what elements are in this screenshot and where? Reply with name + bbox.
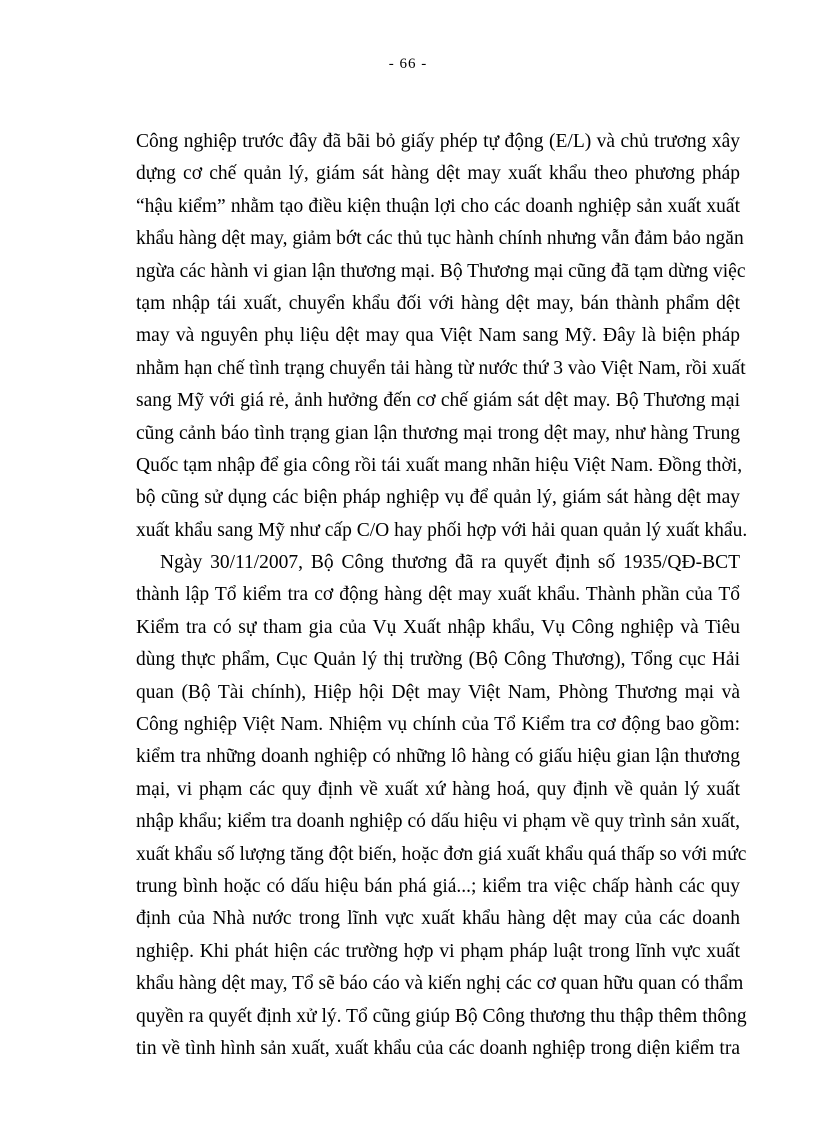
text-line: Kiểm tra có sự tham gia của Vụ Xuất nhập khẩu, Vụ Công nghiệp và Tiêu: [136, 616, 740, 638]
text-line: quyền ra quyết định xử lý. Tổ cũng giúp Bộ Công thương thu thập thêm thông: [136, 1005, 747, 1027]
text-line: sang Mỹ với giá rẻ, ảnh hưởng đến cơ chế giám sát dệt may. Bộ Thương mại: [136, 390, 740, 412]
text-line: tạm nhập tái xuất, chuyển khẩu đối với hàng dệt may, bán thành phẩm dệt: [136, 292, 740, 314]
text-line: cũng cảnh báo tình trạng gian lận thương mại trong dệt may, như hàng Trung: [136, 422, 740, 444]
text-line: kiểm tra những doanh nghiệp có những lô hàng có giấu hiệu gian lận thương: [136, 746, 740, 768]
text-line: dùng thực phẩm, Cục Quản lý thị trường (Bộ Công Thương), Tổng cục Hải: [136, 649, 740, 671]
text-line: may và nguyên phụ liệu dệt may qua Việt Nam sang Mỹ. Đây là biện pháp: [136, 325, 740, 347]
text-line: khẩu hàng dệt may, giảm bớt các thủ tục hành chính nhưng vẫn đảm bảo ngăn: [136, 228, 744, 250]
text-line: Công nghiệp Việt Nam. Nhiệm vụ chính của Tổ Kiểm tra cơ động bao gồm:: [136, 714, 740, 736]
text-line: quan (Bộ Tài chính), Hiệp hội Dệt may Việt Nam, Phòng Thương mại và: [136, 681, 740, 703]
text-line: dựng cơ chế quản lý, giám sát hàng dệt may xuất khẩu theo phương pháp: [136, 163, 740, 185]
text-line: tin về tình hình sản xuất, xuất khẩu của các doanh nghiệp trong diện kiểm tra: [136, 1037, 740, 1059]
text-line: xuất khẩu số lượng tăng đột biến, hoặc đơn giá xuất khẩu quá thấp so với mức: [136, 843, 747, 865]
text-line: nghiệp. Khi phát hiện các trường hợp vi phạm pháp luật trong lĩnh vực xuất: [136, 940, 740, 962]
text-line: trung bình hoặc có dấu hiệu bán phá giá...; kiểm tra việc chấp hành các quy: [136, 875, 740, 897]
text-line: ngừa các hành vi gian lận thương mại. Bộ Thương mại cũng đã tạm dừng việc: [136, 260, 746, 282]
text-line: “hậu kiểm” nhằm tạo điều kiện thuận lợi cho các doanh nghiệp sản xuất xuất: [136, 195, 740, 217]
paragraph-2: [136, 547, 747, 1065]
text-line: xuất khẩu sang Mỹ như cấp C/O hay phối hợp với hải quan quản lý xuất khẩu.: [136, 519, 748, 541]
text-line: mại, vi phạm các quy định về xuất xứ hàng hoá, quy định về quản lý xuất: [136, 778, 740, 800]
text-line: bộ cũng sử dụng các biện pháp nghiệp vụ để quản lý, giám sát hàng dệt may: [136, 487, 740, 509]
text-line: định của Nhà nước trong lĩnh vực xuất khẩu hàng dệt may của các doanh: [136, 908, 740, 930]
text-line: Ngày 30/11/2007, Bộ Công thương đã ra quyết định số 1935/QĐ-BCT: [160, 552, 740, 574]
page-number: - 66 -: [388, 56, 428, 72]
text-line: nhập khẩu; kiểm tra doanh nghiệp có dấu hiệu vi phạm về quy trình sản xuất,: [136, 811, 740, 833]
document-body: [136, 126, 748, 1065]
text-line: khẩu hàng dệt may, Tổ sẽ báo cáo và kiến nghị các cơ quan hữu quan có thẩm: [136, 973, 744, 995]
text-line: Công nghiệp trước đây đã bãi bỏ giấy phép tự động (E/L) và chủ trương xây: [136, 131, 740, 152]
paragraph-1: [136, 126, 748, 547]
text-line: nhằm hạn chế tình trạng chuyển tải hàng từ nước thứ 3 vào Việt Nam, rồi xuất: [136, 357, 746, 379]
text-line: thành lập Tổ kiểm tra cơ động hàng dệt may xuất khẩu. Thành phần của Tổ: [136, 584, 740, 606]
text-line: Quốc tạm nhập để gia công rồi tái xuất mang nhãn hiệu Việt Nam. Đồng thời,: [136, 454, 743, 476]
